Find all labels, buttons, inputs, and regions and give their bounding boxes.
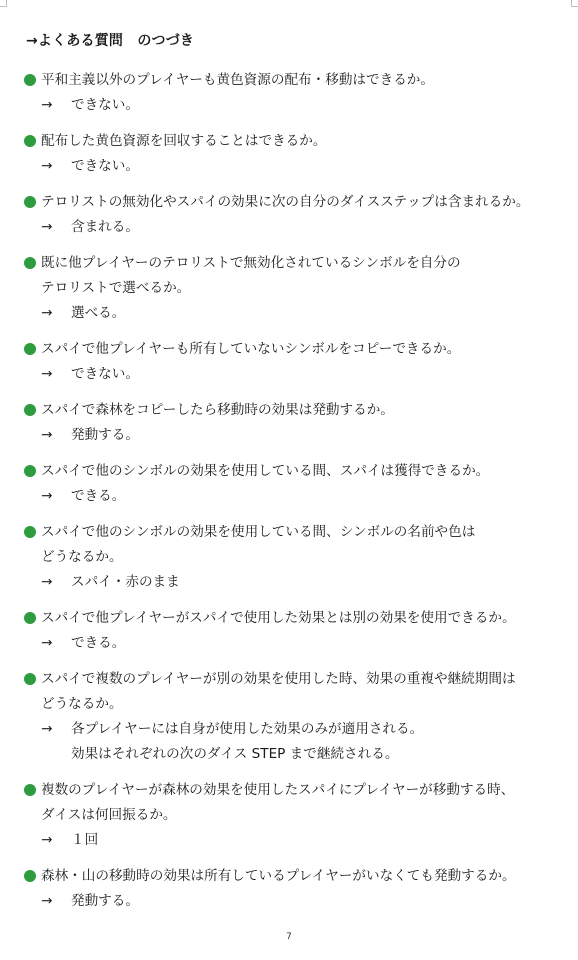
faq-question-text: スパイで森林をコピーしたら移動時の効果は発動するか。 [41, 402, 394, 418]
right-arrow-icon: → [41, 158, 53, 174]
faq-answer-line [24, 93, 564, 118]
page-number: 7 [286, 932, 292, 942]
right-arrow-icon: → [41, 574, 53, 590]
faq-item [24, 667, 564, 767]
faq-question-text: 配布した黄色資源を回収することはできるか。 [41, 133, 327, 149]
faq-item [24, 190, 564, 240]
crop-mark-right [571, 0, 578, 7]
faq-question-line [24, 459, 564, 484]
green-circle-bullet-icon [24, 404, 36, 416]
faq-answer-line [24, 301, 564, 326]
faq-question-line [24, 864, 564, 889]
faq-answer-text: 発動する。 [71, 427, 139, 443]
faq-answer-text: 選べる。 [71, 305, 126, 321]
right-arrow-icon: → [41, 305, 53, 321]
faq-item [24, 520, 564, 595]
faq-answer-line [24, 631, 564, 656]
faq-question-line [24, 667, 564, 692]
faq-question-text: ダイスは何回振るか。 [41, 807, 177, 823]
faq-item [24, 68, 564, 118]
green-circle-bullet-icon [24, 784, 36, 796]
faq-answer-line [24, 889, 564, 914]
faq-question-line [24, 778, 564, 803]
faq-question-text: テロリストで選べるか。 [41, 280, 191, 296]
faq-question-line [24, 545, 564, 570]
faq-answer-line [24, 154, 564, 179]
faq-item [24, 606, 564, 656]
crop-mark-left [0, 0, 7, 7]
faq-answer-line [24, 570, 564, 595]
right-arrow-icon: → [41, 832, 53, 848]
faq-question-line [24, 276, 564, 301]
faq-answer-text: 発動する。 [71, 893, 139, 909]
faq-question-line [24, 803, 564, 828]
faq-answer-line [24, 717, 564, 742]
faq-question-line [24, 606, 564, 631]
faq-question-line [24, 520, 564, 545]
green-circle-bullet-icon [24, 74, 36, 86]
faq-answer-text: 含まれる。 [71, 219, 139, 235]
right-arrow-icon: → [41, 219, 53, 235]
faq-item [24, 778, 564, 853]
faq-answer-line [24, 362, 564, 387]
faq-question-text: 既に他プレイヤーのテロリストで無効化されているシンボルを自分の [41, 255, 461, 271]
right-arrow-icon: → [41, 427, 53, 443]
faq-answer-text: できない。 [71, 158, 139, 174]
faq-question-line [24, 190, 564, 215]
faq-item [24, 864, 564, 914]
faq-answer-line [24, 828, 564, 853]
faq-question-line [24, 251, 564, 276]
faq-question-text: スパイで他プレイヤーも所有していないシンボルをコピーできるか。 [41, 341, 461, 357]
faq-question-text: スパイで他のシンボルの効果を使用している間、スパイは獲得できるか。 [41, 463, 490, 479]
right-arrow-icon: → [41, 488, 53, 504]
faq-item [24, 398, 564, 448]
faq-answer-text: できる。 [71, 635, 126, 651]
right-arrow-icon: → [41, 366, 53, 382]
faq-question-line [24, 398, 564, 423]
faq-item [24, 251, 564, 326]
faq-answer-text: できない。 [71, 366, 139, 382]
faq-answer-text: 効果はそれぞれの次のダイス STEP まで継続される。 [71, 746, 399, 762]
faq-question-text: どうなるか。 [41, 696, 123, 712]
faq-item [24, 129, 564, 179]
faq-question-text: どうなるか。 [41, 549, 123, 565]
right-arrow-icon: → [41, 893, 53, 909]
faq-question-text: テロリストの無効化やスパイの効果に次の自分のダイスステップは含まれるか。 [41, 194, 530, 210]
green-circle-bullet-icon [24, 465, 36, 477]
faq-question-text: 平和主義以外のプレイヤーも黄色資源の配布・移動はできるか。 [41, 72, 434, 88]
green-circle-bullet-icon [24, 612, 36, 624]
green-circle-bullet-icon [24, 257, 36, 269]
faq-answer-line [24, 215, 564, 240]
green-circle-bullet-icon [24, 870, 36, 882]
faq-answer-text: できない。 [71, 97, 139, 113]
faq-question-text: スパイで複数のプレイヤーが別の効果を使用した時、効果の重複や継続期間は [41, 671, 516, 687]
faq-item [24, 337, 564, 387]
green-circle-bullet-icon [24, 526, 36, 538]
faq-answer-line [24, 423, 564, 448]
faq-question-line [24, 692, 564, 717]
green-circle-bullet-icon [24, 343, 36, 355]
section-heading: →よくある質問 のつづき [26, 33, 195, 49]
faq-list [24, 68, 564, 914]
faq-question-text: スパイで他プレイヤーがスパイで使用した効果とは別の効果を使用できるか。 [41, 610, 516, 626]
faq-answer-line [24, 484, 564, 509]
green-circle-bullet-icon [24, 673, 36, 685]
faq-answer-text: できる。 [71, 488, 126, 504]
faq-answer-text: スパイ・赤のまま [71, 574, 180, 590]
faq-question-line [24, 337, 564, 362]
right-arrow-icon: → [41, 97, 53, 113]
faq-question-text: 複数のプレイヤーが森林の効果を使用したスパイにプレイヤーが移動する時、 [41, 782, 515, 798]
faq-question-line [24, 129, 564, 154]
right-arrow-icon: → [41, 635, 53, 651]
faq-item [24, 459, 564, 509]
right-arrow-icon: → [41, 721, 53, 737]
faq-question-line [24, 68, 564, 93]
faq-answer-line [24, 742, 564, 767]
green-circle-bullet-icon [24, 196, 36, 208]
green-circle-bullet-icon [24, 135, 36, 147]
faq-question-text: スパイで他のシンボルの効果を使用している間、シンボルの名前や色は [41, 524, 476, 540]
faq-answer-text: 各プレイヤーには自身が使用した効果のみが適用される。 [71, 721, 424, 737]
faq-answer-text: １回 [71, 832, 99, 848]
faq-question-text: 森林・山の移動時の効果は所有しているプレイヤーがいなくても発動するか。 [41, 868, 516, 884]
